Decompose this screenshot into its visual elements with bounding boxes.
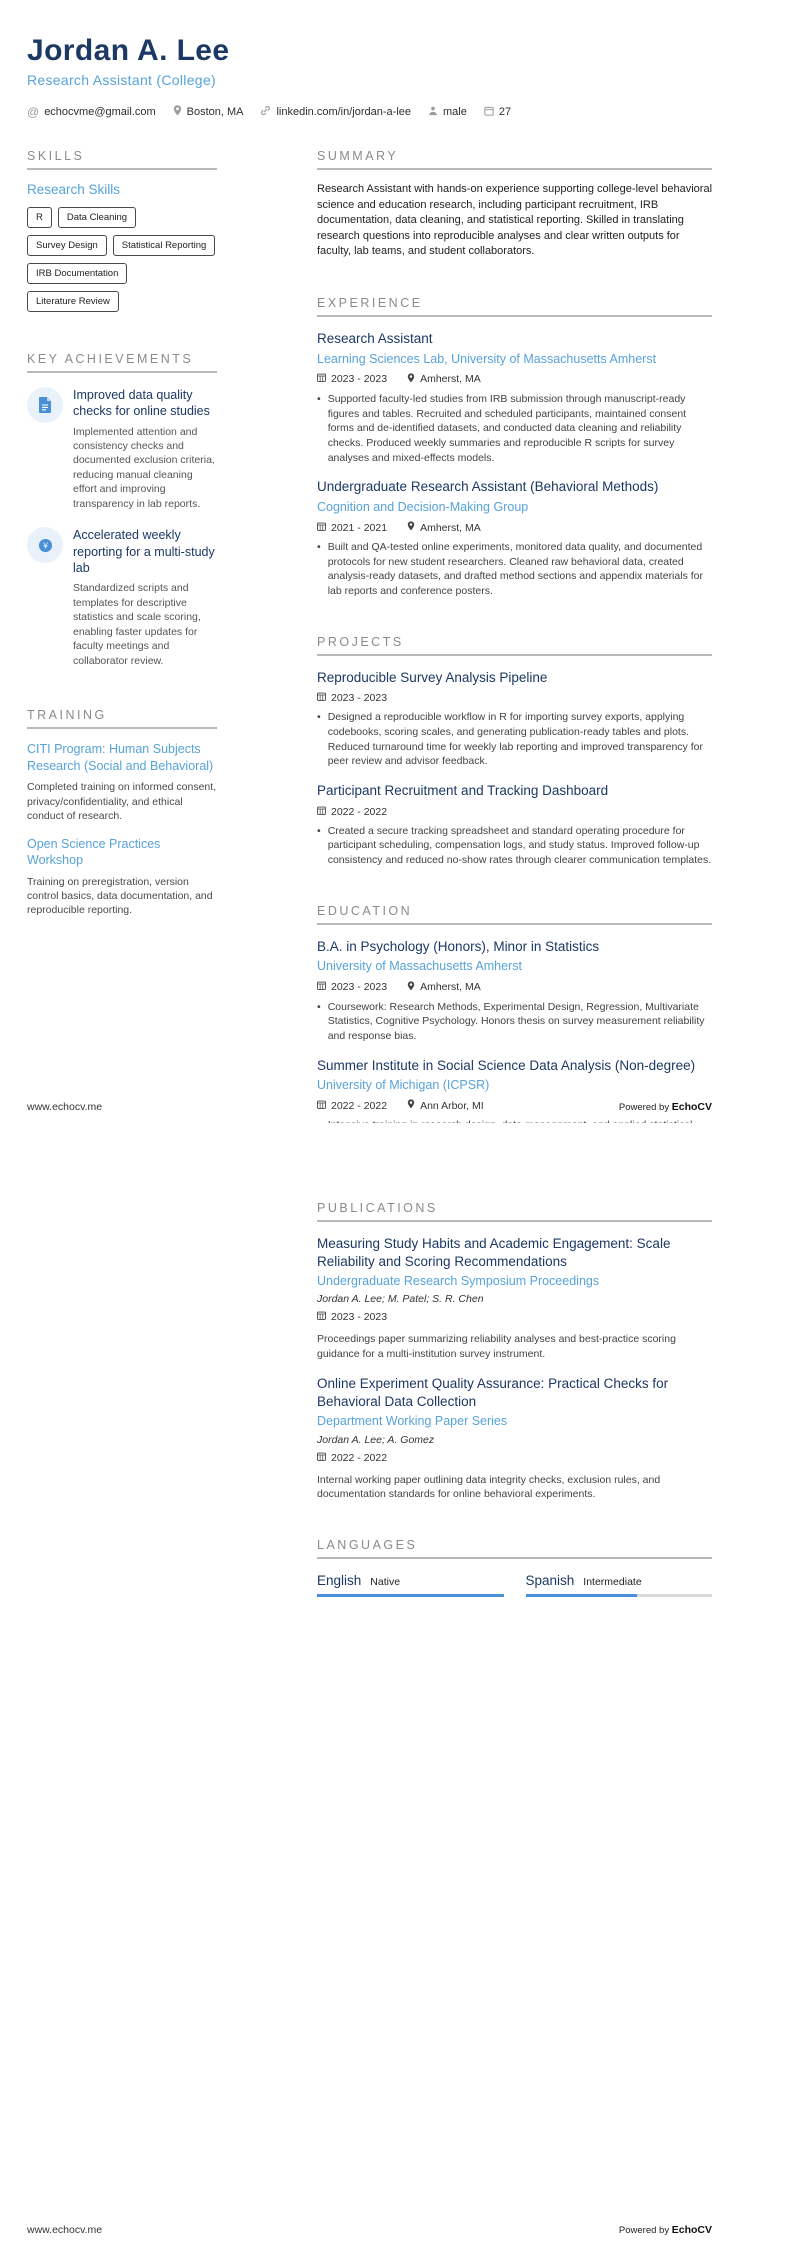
publication-venue: Department Working Paper Series xyxy=(317,1414,508,1429)
language-item xyxy=(317,1573,504,1597)
education-degree: Summer Institute in Social Science Data Analysis (Non-degree) xyxy=(317,1057,696,1073)
language-name: English xyxy=(317,1573,362,1589)
education-school: University of Michigan (ICPSR) xyxy=(317,1078,490,1093)
language-proficiency-fill xyxy=(526,1594,638,1597)
publications-section xyxy=(317,1201,712,1502)
projects-section-heading: PROJECTS xyxy=(317,635,712,656)
achievement-description: Implemented attention and consistency checks and documented exclusion criteria, reducing manual cleaning effort and improving transparency in lab reports. xyxy=(73,425,215,510)
skills-section-heading: SKILLS xyxy=(27,149,217,170)
calendar-grid-icon xyxy=(317,806,326,818)
achievement-item xyxy=(27,387,217,511)
education-school: University of Massachusetts Amherst xyxy=(317,959,522,974)
calendar-grid-icon xyxy=(317,1452,326,1464)
project-bullet: • Designed a reproducible workflow in R for importing survey exports, applying codebooks, scoring scales, and generating publication-ready tables and plots. Reduced turnaround time for weekly lab reporting and improved transparency for peer review and advisor feedback. xyxy=(317,711,703,768)
right-column xyxy=(317,149,712,1184)
publication-dates: 2022 - 2022 xyxy=(317,1452,387,1464)
contact-age xyxy=(484,106,511,119)
education-location: Amherst, MA xyxy=(407,981,481,994)
bullet-dot: • xyxy=(317,711,321,724)
person-name: Jordan A. Lee xyxy=(27,34,230,67)
summary-text: Research Assistant with hands-on experience supporting college-level behavioral science and education research, including participant recruitment, IRB documentation, data cleaning, and statistical reporting. Skilled in translating research questions into reproducible analyses and clear written outputs for faculty, lab teams, and student collaborators. xyxy=(317,183,713,258)
education-dates: 2023 - 2023 xyxy=(317,981,387,993)
experience-section-heading: EXPERIENCE xyxy=(317,296,712,317)
summary-section xyxy=(317,149,712,260)
experience-dates: 2021 - 2021 xyxy=(317,522,387,534)
publication-dates: 2023 - 2023 xyxy=(317,1311,387,1323)
page-footer xyxy=(27,1101,712,1113)
echocv-brand: EchoCV xyxy=(671,2224,712,2236)
contact-linkedin[interactable] xyxy=(260,105,411,119)
experience-location: Amherst, MA xyxy=(407,373,481,386)
person-job-title: Research Assistant (College) xyxy=(27,72,216,88)
bullet-dot: • xyxy=(317,392,321,405)
achievement-title: Improved data quality checks for online studies xyxy=(73,388,210,419)
experience-location: Amherst, MA xyxy=(407,521,481,534)
language-name: Spanish xyxy=(525,1573,575,1589)
language-level: Native xyxy=(370,1576,401,1589)
skill-chip: Survey Design xyxy=(27,235,107,256)
publication-authors: Jordan A. Lee; A. Gomez xyxy=(317,1433,435,1446)
project-item xyxy=(317,782,712,868)
powered-by[interactable]: Powered by EchoCV xyxy=(618,1101,712,1113)
publication-description: Proceedings paper summarizing reliability analyses and best-practice scoring guidance for a multi-institution survey instrument. xyxy=(317,1333,676,1361)
languages-section-heading: LANGUAGES xyxy=(317,1538,712,1559)
link-icon xyxy=(260,105,271,119)
languages-section xyxy=(317,1538,712,1597)
experience-dates: 2023 - 2023 xyxy=(317,373,387,385)
key-achievements-section xyxy=(27,352,217,668)
contact-age-text: 27 xyxy=(498,106,512,118)
achievement-description: Standardized scripts and templates for descriptive statistics and scale scoring, enabling faster updates for faculty meetings and collaborator review. xyxy=(73,582,201,667)
location-pin-icon xyxy=(407,981,415,994)
echocv-brand: EchoCV xyxy=(671,1101,712,1113)
experience-item xyxy=(317,330,712,465)
project-title: Participant Recruitment and Tracking Dashboard xyxy=(317,783,609,799)
contact-gender-text: male xyxy=(443,106,467,118)
left-column xyxy=(27,149,217,1184)
publication-title: Measuring Study Habits and Academic Engagement: Scale Reliability and Scoring Recommendations xyxy=(317,1236,671,1269)
bullet-dot: • xyxy=(317,1000,321,1013)
skills-group-title: Research Skills xyxy=(27,182,121,197)
publication-title: Online Experiment Quality Assurance: Practical Checks for Behavioral Data Collection xyxy=(317,1376,669,1409)
achievement-title: Accelerated weekly reporting for a multi-study lab xyxy=(73,528,215,575)
language-proficiency-fill xyxy=(317,1594,504,1597)
powered-by[interactable]: Powered by EchoCV xyxy=(618,2224,712,2236)
calendar-grid-icon xyxy=(317,1311,326,1323)
page-footer xyxy=(27,2224,712,2236)
experience-item xyxy=(317,478,712,599)
calendar-grid-icon xyxy=(317,522,326,534)
project-dates: 2023 - 2023 xyxy=(317,692,387,704)
resume-page-2 xyxy=(0,1123,794,2246)
location-pin-icon xyxy=(407,373,415,386)
contact-email[interactable] xyxy=(27,106,156,118)
footer-site-link[interactable]: www.echocv.me xyxy=(27,1101,103,1113)
education-location: Ann Arbor, MI xyxy=(407,1099,484,1112)
location-pin-icon xyxy=(173,105,182,119)
training-title: Open Science Practices Workshop xyxy=(27,836,161,868)
project-bullet: • Created a secure tracking spreadsheet and standard operating procedure for participant scheduling, compensation logs, and study status. Improved follow-up consistency and reduced no-show rates through clearer communication templates. xyxy=(317,824,712,867)
publication-authors: Jordan A. Lee; M. Patel; S. R. Chen xyxy=(317,1293,484,1306)
education-bullet: • Coursework: Research Methods, Experimental Design, Regression, Multivariate Statistics, Cognitive Psychology. Honors thesis on survey measurement reliability and response bias. xyxy=(317,1000,705,1042)
training-section xyxy=(27,708,217,918)
summary-section-heading: SUMMARY xyxy=(317,149,712,170)
skills-section xyxy=(27,149,217,312)
language-level: Intermediate xyxy=(583,1576,642,1589)
experience-section xyxy=(317,296,712,599)
experience-bullet: • Supported faculty-led studies from IRB submission through manuscript-ready figures and tables. Recruited and scheduled participants, maintained consent forms and de-identified datasets, and conducted data cleaning and reliability checks. Produced weekly summaries and reproducible R scripts for survey analyses and mixed-effects models. xyxy=(317,392,687,464)
experience-bullet: • Built and QA-tested online experiments, monitored data quality, and documented protocols for new student researchers. Cleaned raw behavioral data, created analysis-ready datasets, and drafted method sections and appendix materials for lab reports and conference posters. xyxy=(317,541,703,598)
skill-chip: IRB Documentation xyxy=(27,263,127,284)
document-icon xyxy=(27,387,63,423)
contact-location xyxy=(173,105,244,119)
contact-linkedin-text: linkedin.com/in/jordan-a-lee xyxy=(276,106,411,118)
left-column-empty xyxy=(27,1201,217,1633)
footer-site-link[interactable]: www.echocv.me xyxy=(27,2224,103,2236)
project-dates: 2022 - 2022 xyxy=(317,806,387,818)
publication-item xyxy=(317,1235,712,1362)
training-description: Completed training on informed consent, privacy/confidentiality, and ethical conduct of research. xyxy=(27,781,217,823)
project-title: Reproducible Survey Analysis Pipeline xyxy=(317,669,548,685)
achievement-item xyxy=(27,527,217,668)
calendar-grid-icon xyxy=(317,692,326,704)
education-dates: 2022 - 2022 xyxy=(317,1100,387,1112)
location-pin-icon xyxy=(407,521,415,534)
bullet-dot: • xyxy=(317,541,321,554)
publication-venue: Undergraduate Research Symposium Proceedings xyxy=(317,1274,600,1289)
projects-section xyxy=(317,635,712,868)
contact-email-text: echocvme@gmail.com xyxy=(44,106,156,118)
training-section-heading: TRAINING xyxy=(27,708,217,729)
calendar-icon xyxy=(484,106,494,119)
contact-gender xyxy=(428,106,467,119)
language-proficiency-bar xyxy=(526,1594,713,1597)
training-description: Training on preregistration, version control basics, data documentation, and reproducible reporting. xyxy=(27,875,213,917)
language-item xyxy=(526,1573,713,1597)
skill-chip: R xyxy=(27,207,52,228)
experience-title: Undergraduate Research Assistant (Behavioral Methods) xyxy=(317,479,659,495)
publications-section-heading: PUBLICATIONS xyxy=(317,1201,712,1222)
training-title: CITI Program: Human Subjects Research (Social and Behavioral) xyxy=(27,742,214,773)
contact-row xyxy=(27,105,712,119)
education-section-heading: EDUCATION xyxy=(317,904,712,925)
language-proficiency-bar xyxy=(317,1594,504,1597)
project-item xyxy=(317,669,712,769)
right-column xyxy=(317,1201,712,1633)
skill-chip: Data Cleaning xyxy=(58,207,136,228)
person-icon xyxy=(428,106,438,119)
experience-title: Research Assistant xyxy=(317,331,433,347)
at-icon: @ xyxy=(27,105,40,119)
svg-text:¥: ¥ xyxy=(42,541,48,551)
education-degree: B.A. in Psychology (Honors), Minor in Statistics xyxy=(317,938,600,954)
education-item xyxy=(317,938,712,1044)
header xyxy=(27,34,712,119)
experience-organization: Learning Sciences Lab, University of Massachusetts Amherst xyxy=(317,351,657,366)
contact-location-text: Boston, MA xyxy=(186,106,244,118)
publication-description: Internal working paper outlining data integrity checks, exclusion rules, and documentation standards for online behavioral experiments. xyxy=(317,1473,661,1501)
achievements-section-heading: KEY ACHIEVEMENTS xyxy=(27,352,217,373)
coin-icon xyxy=(27,527,63,563)
publication-item xyxy=(317,1375,712,1502)
experience-organization: Cognition and Decision-Making Group xyxy=(317,499,529,514)
skill-chip: Statistical Reporting xyxy=(113,235,215,256)
calendar-grid-icon xyxy=(317,981,326,993)
bullet-dot: • xyxy=(317,824,321,837)
skill-chip: Literature Review xyxy=(27,291,119,312)
calendar-grid-icon xyxy=(317,373,326,385)
